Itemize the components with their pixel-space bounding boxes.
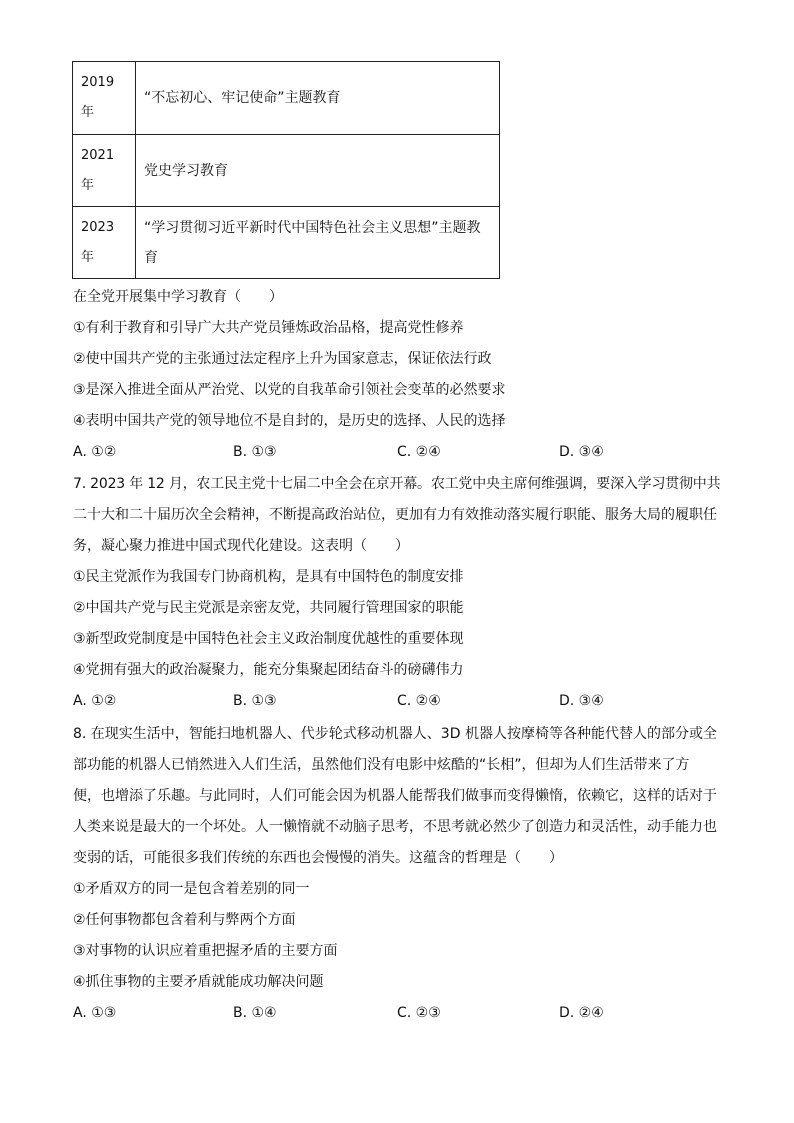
q6-statement-4: ④表明中国共产党的领导地位不是自封的，是历史的选择、人民的选择 [73,413,506,429]
year-unit: 年 [81,249,95,265]
content-cell: 党史学习教育 [136,135,500,207]
q7-statement-3: ③新型政党制度是中国特色社会主义政治制度优越性的重要体现 [73,631,464,647]
q8-stem-line: 8. 在现实生活中，智能扫地机器人、代步轮式移动机器人、3D 机器人按摩椅等各种能代替人的部分或全 [73,726,717,742]
education-table [72,61,500,279]
year-number: 2019 [81,75,115,90]
table-row [73,135,500,207]
q8-stem-line: 人类来说是最大的一个坏处。人一懒惰就不动脑子思考，不思考就必然少了创造力和灵活性，动手能力也 [73,819,717,835]
q7-stem-line: 务，凝心聚力推进中国式现代化建设。这表明（ ） [73,538,409,554]
q7-option-c[interactable]: C. ②④ [397,693,441,709]
q6-statement-1: ①有利于教育和引导广大共产党员锤炼政治品格，提高党性修养 [73,320,464,336]
q6-statement-2: ②使中国共产党的主张通过法定程序上升为国家意志，保证依法行政 [73,351,492,367]
q8-option-c[interactable]: C. ②③ [397,1005,441,1021]
q8-statement-3: ③对事物的认识应着重把握矛盾的主要方面 [73,943,338,959]
year-unit: 年 [81,177,95,193]
q7-option-d[interactable]: D. ③④ [559,693,604,709]
year-cell [73,135,136,207]
q6-stem: 在全党开展集中学习教育（ ） [73,289,283,305]
q6-option-d[interactable]: D. ③④ [559,444,604,460]
q8-statement-2: ②任何事物都包含着利与弊两个方面 [73,912,296,928]
q8-statement-4: ④抓住事物的主要矛盾就能成功解决问题 [73,974,324,990]
q8-stem-line: 部功能的机器人已悄然进入人们生活，虽然他们没有电影中炫酷的“长相”，但却为人们生活带来了方 [73,757,690,773]
q8-option-b[interactable]: B. ①④ [233,1005,277,1021]
q7-stem-line: 7. 2023 年 12 月，农工民主党十七届二中全会在京开幕。农工党中央主席何维强调，要深入学习贯彻中共 [73,476,721,492]
year-cell [73,62,136,135]
year-number: 2021 [81,147,115,163]
year-cell [73,207,136,279]
q7-stem-line: 二十大和二十届历次全会精神，不断提高政治站位，更加有力有效推动落实履行职能、服务大局的履职任 [73,507,717,523]
year-unit: 年 [81,105,95,120]
q7-option-a[interactable]: A. ①② [73,693,117,709]
q8-option-d[interactable]: D. ②④ [559,1005,604,1021]
content-cell: “不忘初心、牢记使命”主题教育 [136,62,500,135]
q6-statement-3: ③是深入推进全面从严治党、以党的自我革命引领社会变革的必然要求 [73,382,506,398]
q7-statement-4: ④党拥有强大的政治凝聚力，能充分集聚起团结奋斗的磅礴伟力 [73,662,464,678]
q7-statement-2: ②中国共产党与民主党派是亲密友党，共同履行管理国家的职能 [73,600,464,616]
q8-stem-line: 变弱的话，可能很多我们传统的东西也会慢慢的消失。这蕴含的哲理是（ ） [73,850,563,866]
q8-option-a[interactable]: A. ①③ [73,1005,117,1021]
content-cell [136,207,500,279]
year-number: 2023 [81,219,115,235]
q8-statement-1: ①矛盾双方的同一是包含着差别的同一 [73,881,310,897]
content-line: “学习贯彻习近平新时代中国特色社会主义思想”主题教 [144,219,481,236]
q6-option-c[interactable]: C. ②④ [397,444,441,460]
content-line: 育 [144,249,158,266]
table-row [73,62,500,135]
q6-option-b[interactable]: B. ①③ [233,444,277,460]
table-row [73,207,500,279]
q7-statement-1: ①民主党派作为我国专门协商机构，是具有中国特色的制度安排 [73,569,464,585]
q8-stem-line: 便，也增添了乐趣。与此同时，人们可能会因为机器人能帮我们做事而变得懒惰，依赖它，这样的话对于 [73,788,717,804]
q7-option-b[interactable]: B. ①③ [233,693,277,709]
q6-option-a[interactable]: A. ①② [73,444,117,460]
